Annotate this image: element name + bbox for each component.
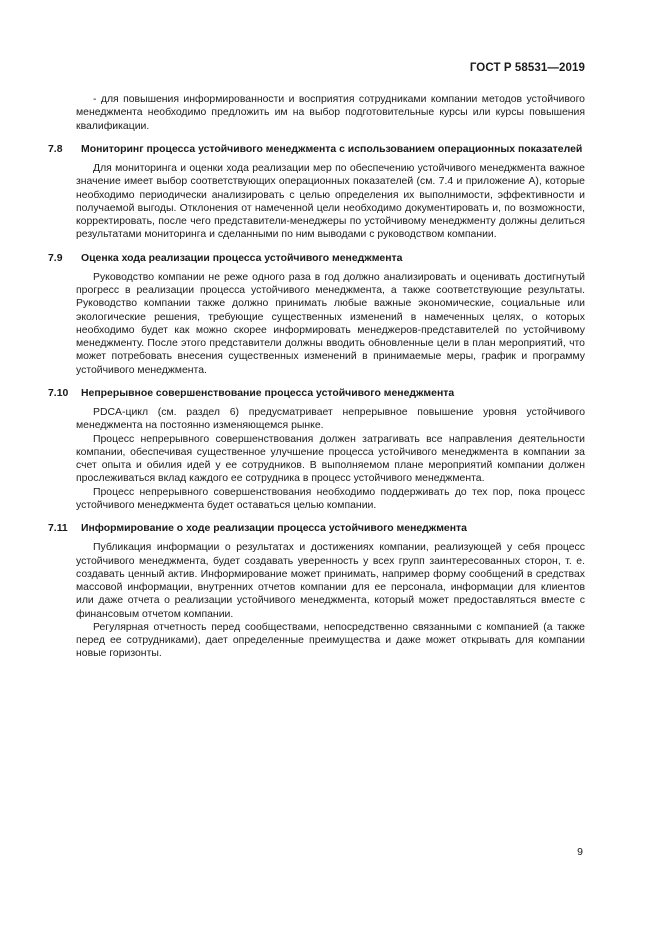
page-number: 9	[577, 846, 583, 858]
section-7-10	[48, 387, 585, 512]
section-title: Мониторинг процесса устойчивого менеджмента с использованием операционных показателей	[81, 143, 583, 155]
section-paragraph: Публикация информации о результатах и достижениях компании, реализующей у себя процесс устойчивого менеджмента, будет создавать уверенность у всех групп заинтересованных сторон, т. е. создавать ценный актив. Информирование может принимать, например форму сообщений в средствах массовой информации, внутренних отчетов компании для ее персонала, информации для клиентов или даже отчета о реализации устойчивого менеджмента, который может предоставляться вместе с финансовым отчетом компании.	[76, 542, 585, 620]
section-7-11	[48, 522, 585, 661]
document-body	[48, 93, 585, 661]
section-heading: 7.9 Оценка хода реализации процесса устойчивого менеджмента	[48, 252, 403, 264]
section-heading: 7.8 Мониторинг процесса устойчивого менеджмента с использованием операционных показателей	[48, 143, 583, 155]
section-heading: 7.11 Информирование о ходе реализации процесса устойчивого менеджмента	[48, 523, 467, 534]
section-paragraph: Руководство компании не реже одного раза в год должно анализировать и оценивать достигнутый прогресс в реализации процесса устойчивого менеджмента, а также соответствующие результаты. Руководство компании также должно принимать любые важные экономические, социальные или экологические решения, требующие существенных изменений в намеченных целях, о которых необходимо будет как можно скорее информировать менеджеров-представителей по устойчивому менеджменту. После этого представители должны вводить обновленные цели в план мероприятий, что может потребовать внесения существенных изменений в принимаемые меры, график и программу устойчивого менеджмента.	[76, 271, 585, 376]
section-title: Информирование о ходе реализации процесса устойчивого менеджмента	[81, 523, 467, 534]
section-7-9	[48, 252, 585, 377]
section-title: Непрерывное совершенствование процесса устойчивого менеджмента	[81, 387, 455, 399]
section-paragraph: Процесс непрерывного совершенствования должен затрагивать все направления деятельности компании, обеспечивая существенное улучшение процесса устойчивого менеджмента в компании за счет опыта и обилия идей у ее сотрудников. В выполняемом плане мероприятий компании должен прослеживаться вклад каждого ее сотрудника в процесс устойчивого менеджмента.	[76, 433, 585, 485]
section-paragraph: PDCA-цикл (см. раздел 6) предусматривает непрерывное повышение уровня устойчивого менеджмента на постоянно изменяющемся рынке.	[76, 407, 585, 432]
section-paragraph: Для мониторинга и оценки хода реализации мер по обеспечению устойчивого менеджмента важное значение имеет выбор соответствующих операционных показателей (см. 7.4 и приложение А), которые необходимо периодически анализировать с целью определения их выполнимости, эффективности и получаемой выгоды. Отклонения от намеченной цели необходимо документировать и, по возможности, корректировать, после чего представители-менеджеры по устойчивому менеджменту должны делиться результатами мониторинга и сделанными по ним выводами с руководством компании.	[76, 163, 585, 241]
section-7-8	[48, 143, 585, 242]
section-paragraph: Процесс непрерывного совершенствования необходимо поддерживать до тех пор, пока процесс устойчивого менеджмента будет оставаться целью компании.	[76, 486, 585, 511]
section-title: Оценка хода реализации процесса устойчивого менеджмента	[81, 252, 403, 264]
section-heading: 7.10 Непрерывное совершенствование процесса устойчивого менеджмента	[48, 387, 455, 399]
intro-paragraph: - для повышения информированности и восприятия сотрудниками компании методов устойчивого менеджмента необходимо предложить им на выбор подготовительные курсы или курсы повышения квалификации.	[76, 94, 585, 132]
section-paragraph: Регулярная отчетность перед сообществами, непосредственно связанными с компанией (а также перед ее сотрудниками), дает определенные преимущества и даже может открывать для компании новые горизонты.	[76, 621, 585, 660]
document-code: ГОСТ Р 58531—2019	[469, 62, 585, 74]
